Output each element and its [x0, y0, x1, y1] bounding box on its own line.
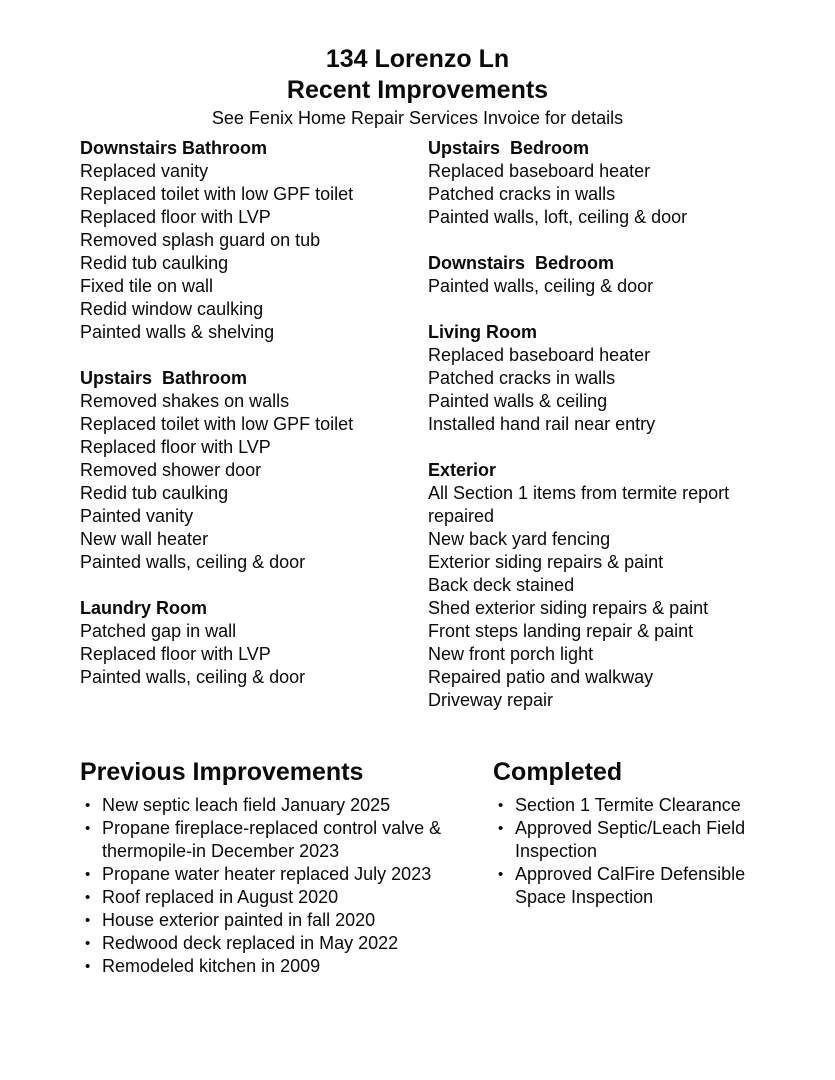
improvement-item: All Section 1 items from termite report repaired: [428, 483, 730, 526]
improvement-item: New front porch light: [428, 644, 594, 664]
section-heading: Downstairs Bedroom: [428, 253, 615, 273]
bullet-item: [80, 886, 450, 909]
improvement-item: New back yard fencing: [428, 529, 611, 549]
improvement-section: [428, 459, 778, 712]
improvement-item: Front steps landing repair & paint: [428, 621, 694, 641]
bullet-icon: •: [85, 912, 91, 929]
completed-section: [493, 757, 773, 909]
bullet-icon: •: [85, 797, 91, 814]
improvement-item: Shed exterior siding repairs & paint: [428, 598, 709, 618]
improvement-item: Removed splash guard on tub: [80, 230, 321, 250]
section-heading: Downstairs Bathroom: [80, 138, 268, 158]
improvement-section: [428, 137, 778, 229]
bullet-item-text: Roof replaced in August 2020: [102, 887, 339, 907]
improvement-item: Patched cracks in walls: [428, 368, 616, 388]
improvement-item: Replaced toilet with low GPF toilet: [80, 184, 354, 204]
improvement-item: Replaced baseboard heater: [428, 345, 651, 365]
bullet-icon: •: [85, 820, 91, 837]
improvement-item: Replaced floor with LVP: [80, 644, 271, 664]
improvement-item: Replaced floor with LVP: [80, 437, 271, 457]
bullet-icon: •: [85, 958, 91, 975]
bullet-item: [80, 863, 450, 886]
document-header: [0, 44, 835, 131]
bullet-item-text: Remodeled kitchen in 2009: [102, 956, 321, 976]
improvement-item: Removed shower door: [80, 460, 262, 480]
bullet-item-text: Propane water heater replaced July 2023: [102, 864, 432, 884]
section-heading: Laundry Room: [80, 598, 208, 618]
improvement-item: Painted walls & ceiling: [428, 391, 608, 411]
bullet-item-text: New septic leach field January 2025: [102, 795, 391, 815]
bullet-item-text: Propane fireplace-replaced control valve & thermopile-in December 2023: [102, 818, 442, 861]
improvement-section: [428, 321, 778, 436]
section-heading: Exterior: [428, 460, 497, 480]
improvement-item: Patched cracks in walls: [428, 184, 616, 204]
bullet-item: [80, 817, 450, 863]
page-subtitle: Recent Improvements: [286, 76, 549, 104]
improvement-item: Painted vanity: [80, 506, 194, 526]
bullet-item-text: House exterior painted in fall 2020: [102, 910, 376, 930]
bullet-item: [493, 794, 773, 817]
improvement-item: Driveway repair: [428, 690, 554, 710]
improvement-item: Replaced baseboard heater: [428, 161, 651, 181]
bullet-item-text: Redwood deck replaced in May 2022: [102, 933, 399, 953]
recent-left-column: [80, 137, 428, 689]
recent-right-column: [428, 137, 778, 712]
improvement-item: Painted walls, loft, ceiling & door: [428, 207, 688, 227]
page-title: 134 Lorenzo Ln: [325, 45, 510, 73]
section-heading: Upstairs Bathroom: [80, 368, 248, 388]
header-note: See Fenix Home Repair Services Invoice for details: [211, 108, 624, 128]
bullet-item: [80, 955, 450, 978]
recent-improvements-area: [80, 137, 778, 712]
improvement-item: Redid window caulking: [80, 299, 264, 319]
improvement-item: Replaced toilet with low GPF toilet: [80, 414, 354, 434]
bullet-icon: •: [85, 889, 91, 906]
improvement-item: Repaired patio and walkway: [428, 667, 654, 687]
improvement-item: Painted walls, ceiling & door: [80, 552, 306, 572]
improvement-item: Redid tub caulking: [80, 483, 229, 503]
previous-improvements-section: [80, 757, 450, 978]
improvement-item: Fixed tile on wall: [80, 276, 214, 296]
improvement-section: [80, 367, 428, 574]
improvement-item: Painted walls & shelving: [80, 322, 275, 342]
bullet-item-text: Section 1 Termite Clearance: [515, 795, 741, 815]
improvement-item: Exterior siding repairs & paint: [428, 552, 664, 572]
improvement-item: Painted walls, ceiling & door: [80, 667, 306, 687]
previous-improvements-list: [80, 794, 450, 978]
improvement-item: Removed shakes on walls: [80, 391, 290, 411]
improvement-item: Back deck stained: [428, 575, 575, 595]
bullet-item: [493, 817, 773, 863]
bullet-item-text: Approved Septic/Leach Field Inspection: [515, 818, 746, 861]
bullet-icon: •: [85, 935, 91, 952]
bullet-icon: •: [85, 866, 91, 883]
bullet-item: [80, 909, 450, 932]
bullet-icon: •: [498, 866, 504, 883]
completed-list: [493, 794, 773, 909]
improvement-section: [80, 597, 428, 689]
improvement-item: Redid tub caulking: [80, 253, 229, 273]
section-heading: Upstairs Bedroom: [428, 138, 590, 158]
improvement-section: [428, 252, 778, 298]
previous-improvements-heading: Previous Improvements: [80, 758, 364, 786]
improvement-item: New wall heater: [80, 529, 209, 549]
bullet-item: [80, 794, 450, 817]
bottom-area: [80, 757, 773, 978]
bullet-icon: •: [498, 820, 504, 837]
improvement-item: Painted walls, ceiling & door: [428, 276, 654, 296]
bullet-icon: •: [498, 797, 504, 814]
bullet-item: [493, 863, 773, 909]
improvement-item: Patched gap in wall: [80, 621, 237, 641]
bullet-item-text: Approved CalFire Defensible Space Inspection: [515, 864, 746, 907]
improvement-item: Replaced vanity: [80, 161, 209, 181]
improvement-item: Replaced floor with LVP: [80, 207, 271, 227]
bullet-item: [80, 932, 450, 955]
improvement-item: Installed hand rail near entry: [428, 414, 656, 434]
improvement-section: [80, 137, 428, 344]
section-heading: Living Room: [428, 322, 537, 342]
completed-heading: Completed: [493, 758, 623, 786]
